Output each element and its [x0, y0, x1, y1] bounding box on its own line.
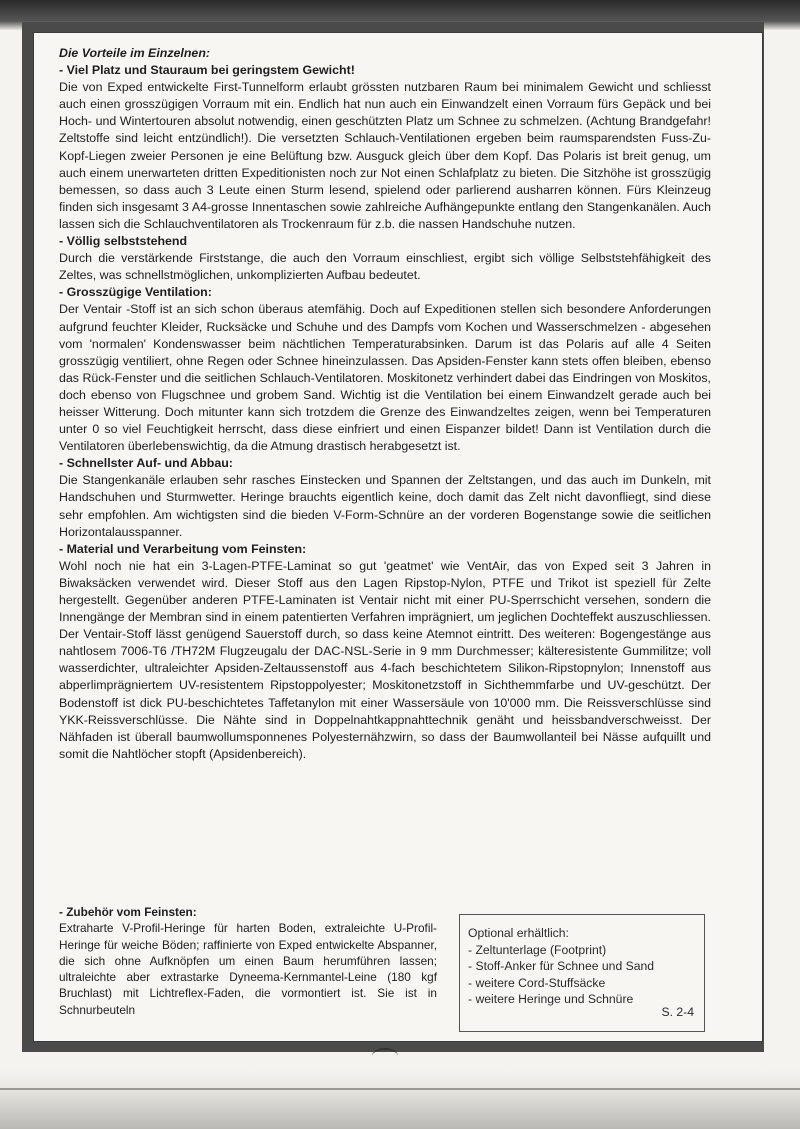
- paper-edge-line: [0, 1088, 800, 1090]
- accessories-section: [59, 904, 437, 1018]
- section-heading: - Material und Verarbeitung vom Feinsten:: [59, 541, 307, 556]
- section-body: Der Ventair -Stoff ist an sich schon überaus atemfähig. Doch auf Expeditionen stellen sich besondere Anforderungen aufgrund feuchter Kleider, Rucksäcke und Schuhe und des Dampfs vom Kochen und Wasserschmelzen - abgesehen vom 'normalen' Kondenswasser beim nächtlichen Temperaturabsinken. Darum ist das Polaris auf alle 4 Seiten grosszügig ventiliert, ohne Regen oder Schnee hineinzulassen. Das Apsiden-Fenster kann stets offen bleiben, ebenso das Rück-Fenster und die seitlichen Schlauch-Ventilatoren. Moskitonetz verhindert dabei das Eindringen von Moskitos, doch ebenso von Flugschnee und grobem Sand. Wichtig ist die Ventilation bei einem Einwandzelt gerade auch bei heisser Witterung. Doch mitunter kann sich trotzdem die Grenze des Einwandzeltes zeigen, wenn bei Temperaturen unter 0 so viel Feuchtigkeit herrscht, dass diese einfriert und einen Eispanzer bildet! Dann ist Ventilation durch die Ventilatoren überlebenswichtig, da die Atmung drastisch herabgesetzt ist.: [59, 302, 711, 454]
- optional-title: Optional erhältlich:: [468, 926, 569, 940]
- page-title: Die Vorteile im Einzelnen:: [59, 46, 211, 60]
- optional-box: [459, 914, 705, 1032]
- optional-list: [468, 942, 696, 1008]
- section-heading: - Viel Platz und Stauraum bei geringstem Gewicht!: [59, 63, 355, 78]
- list-item: - weitere Cord-Stuffsäcke: [468, 975, 606, 990]
- main-text: [59, 45, 711, 763]
- list-item: - Zeltunterlage (Footprint): [468, 942, 607, 957]
- section-body: Die Stangenkanäle erlauben sehr rasches Einstecken und Spannen der Zeltstangen, und das auch im Dunkeln, mit Handschuhen und Sturmwetter. Heringe brauchts eigentlich keine, doch damit das Zelt nicht davonfliegt, sind diese sehr empfohlen. Am wichtigsten sind die bieden V-Form-Schnüre an der vorderen Bogenstange sowie die seitlichen Horizontalausspanner.: [59, 473, 711, 539]
- section-body: Wohl noch nie hat ein 3-Lagen-PTFE-Laminat so gut 'geatmet' wie VentAir, das von Exped seit 3 Jahren in Biwaksäcken verwendet wird. Dieser Stoff aus den Lagen Ripstop-Nylon, PTFE und Trikot ist speziell für Zelte hergestellt. Gegenüber anderen PTFE-Laminaten ist Ventair nicht mit einer PU-Sperrschicht versehen, sondern die Innengänge der Membran sind in einem patentierten Verfahren imprägniert, um jeglichen Dochteffekt auszuschliessen. Der Ventair-Stoff lässt genügend Sauerstoff durch, so dass keine Atemnot eintritt. Des weiteren: Bogengestänge aus nahtlosem 7006-T6 /TH72M Flugzeugalu der DAC-NSL-Serie in 9 mm Durchmesser; kälteresistente Gummilitze; voll wasserdichter, ultraleichter Apsiden-Zeltaussenstoff aus 4-fach beschichtetem Silikon-Ripstopnylon; Innenstoff aus abperlimprägniertem UV-resistentem Ripstoppolyester; Moskitonetzstoff in Sichthemmfarbe und UV-geschützt. Der Bodenstoff ist dick PU-beschichtetes Taffetanylon mit einer Wassersäule von 10'000 mm. Die Reissverschlüsse sind YKK-Reissverschlüsse. Die Nähte sind in Doppelnahtkappnahttechnik genäht und heissbandverschweisst. Der Nähfaden ist überall baumwollumsponnenes Polyesternähzwirn, so dass der Baumwollanteil bei Nässe aufquillt und somit die Nahtlöcher stopft (Apsidenbereich).: [59, 558, 711, 761]
- paper-edge: [0, 1070, 800, 1129]
- list-item: - weitere Heringe und Schnüre: [468, 992, 634, 1007]
- section-heading: - Grosszügige Ventilation:: [59, 285, 212, 300]
- section-body: Die von Exped entwickelte First-Tunnelform erlaubt grössten nutzbaren Raum bei minimalem Gewicht und schliesst auch einen grosszügigen Vorraum mit ein. Endlich hat nun auch ein Einwandzelt einen Vorraum fürs Gepäck und bei Hoch- und Wintertouren absolut notwendig, einen geschützten Platz um Schnee zu schmelzen. (Achtung Brandgefahr! Zeltstoffe sind leicht entzündlich!). Die versetzten Schlauch-Ventilationen ergeben beim raumsparendsten Fuss-Zu-Kopf-Liegen zweier Personen je eine Belüftung bzw. Ausguck gleich über dem Kopf. Das Polaris ist breit genug, um auch einem unerwarteten dritten Expeditionisten noch zur Not einen Schlafplatz zu bieten. Die Sitzhöhe ist grosszügig bemessen, so dass auch 3 Leute einen Sturm lesend, spielend oder parlierend ausharren können. Fürs Kleinzeug finden sich insgesamt 3 A4-grosse Innentaschen sowie zahlreiche Aufhängepunkte entlang den Stangenkanälen. Auch lassen sich die Schlauchventilatoren als Trockenraum für z.b. die nassen Handschuhe nutzen.: [59, 80, 711, 231]
- accessories-heading: - Zubehör vom Feinsten:: [59, 905, 197, 919]
- accessories-body: Extraharte V-Profil-Heringe für harten Boden, extraleichte U-Profil-Heringe für weiche Böden; raffinierte von Exped entwickelte Abspanner, die sich ohne Aufknöpfen um einen Baum herumführen lassen; ultraleichte aber extrastarke Dyneema-Kernmantel-Leine (180 kgf Bruchlast) mit Lichtreflex-Faden, die vormontiert ist. Sie ist in Schnurbeuteln: [59, 921, 437, 1017]
- section-body: Durch die verstärkende Firststange, die auch den Vorraum einschliest, ergibt sich völlige Selbststehfähigkeit des Zeltes, was schnellstmöglichen, unkomplizierten Aufbau bedeutet.: [59, 251, 711, 283]
- list-item: - Stoff-Anker für Schnee und Sand: [468, 959, 655, 974]
- fold-mark: [372, 1048, 398, 1064]
- section-heading: - Völlig selbststehend: [59, 234, 188, 249]
- page-number: S. 2-4: [661, 1005, 694, 1020]
- section-heading: - Schnellster Auf- und Abbau:: [59, 456, 233, 471]
